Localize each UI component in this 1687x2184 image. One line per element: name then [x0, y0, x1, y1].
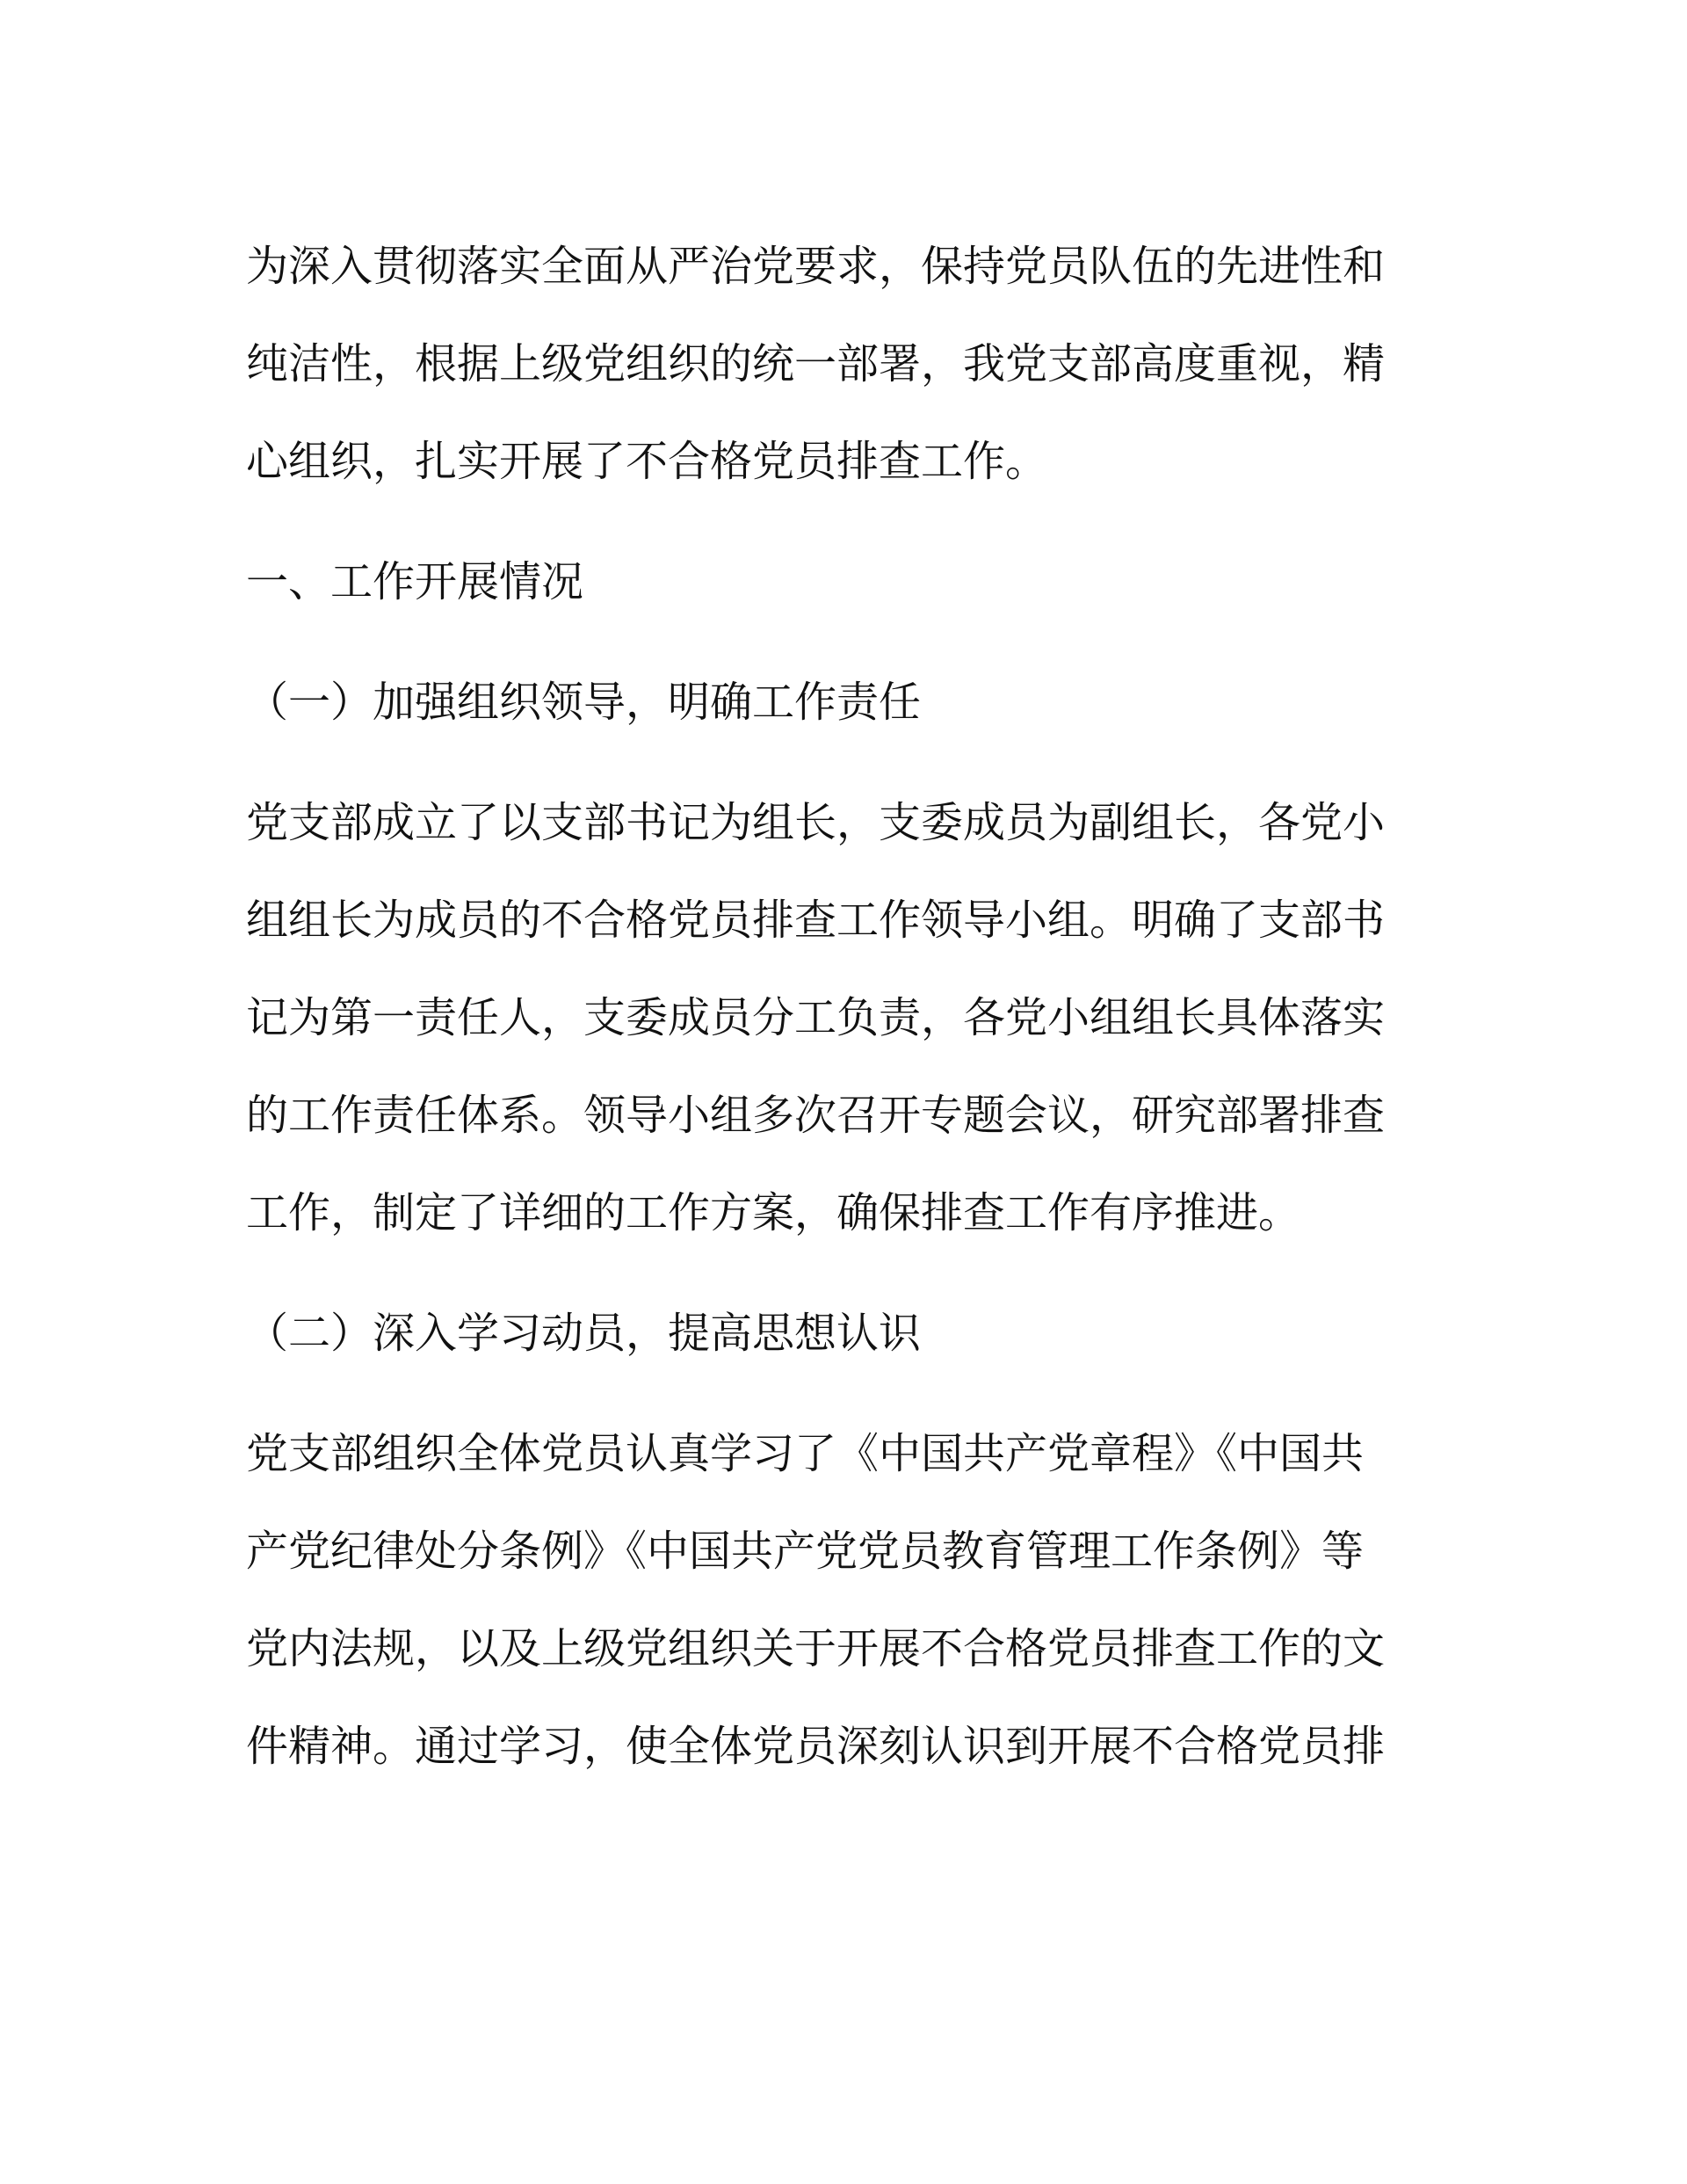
heading-text: 一、工作开展情况	[246, 557, 584, 606]
text-line: 为深入贯彻落实全面从严治党要求，保持党员队伍的先进性和	[246, 242, 1386, 291]
text-line: 工作，制定了详细的工作方案，确保排查工作有序推进。	[246, 1188, 1301, 1237]
text-line: 组组长为成员的不合格党员排查工作领导小组。明确了支部书	[246, 896, 1386, 945]
paragraph-study	[246, 1405, 1434, 1796]
text-line: 的工作责任体系。领导小组多次召开专题会议，研究部署排查	[246, 1091, 1386, 1140]
subheading-text: （二）深入学习动员，提高思想认识	[246, 1309, 922, 1358]
document-body	[246, 218, 1434, 1796]
paragraph-intro	[246, 218, 1434, 511]
text-line: 纯洁性，根据上级党组织的统一部署，我党支部高度重视，精	[246, 339, 1386, 388]
subheading-text: （一）加强组织领导，明确工作责任	[246, 678, 922, 727]
text-line: 党支部成立了以支部书记为组长，支委成员为副组长，各党小	[246, 798, 1386, 847]
text-line: 记为第一责任人，支委成员分工负责，各党小组组长具体落实	[246, 993, 1386, 1042]
text-line: 心组织，扎实开展了不合格党员排查工作。	[246, 437, 1048, 486]
text-line: 党支部组织全体党员认真学习了《中国共产党章程》《中国共	[246, 1429, 1365, 1478]
subsection-heading-1	[246, 654, 1434, 751]
section-heading-1	[246, 533, 1434, 631]
text-line: 党内法规，以及上级党组织关于开展不合格党员排查工作的文	[246, 1624, 1386, 1673]
text-line: 产党纪律处分条例》《中国共产党党员教育管理工作条例》等	[246, 1527, 1365, 1576]
subsection-heading-2	[246, 1285, 1434, 1382]
paragraph-leadership	[246, 774, 1434, 1262]
text-line: 件精神。通过学习，使全体党员深刻认识到开展不合格党员排	[246, 1722, 1386, 1771]
